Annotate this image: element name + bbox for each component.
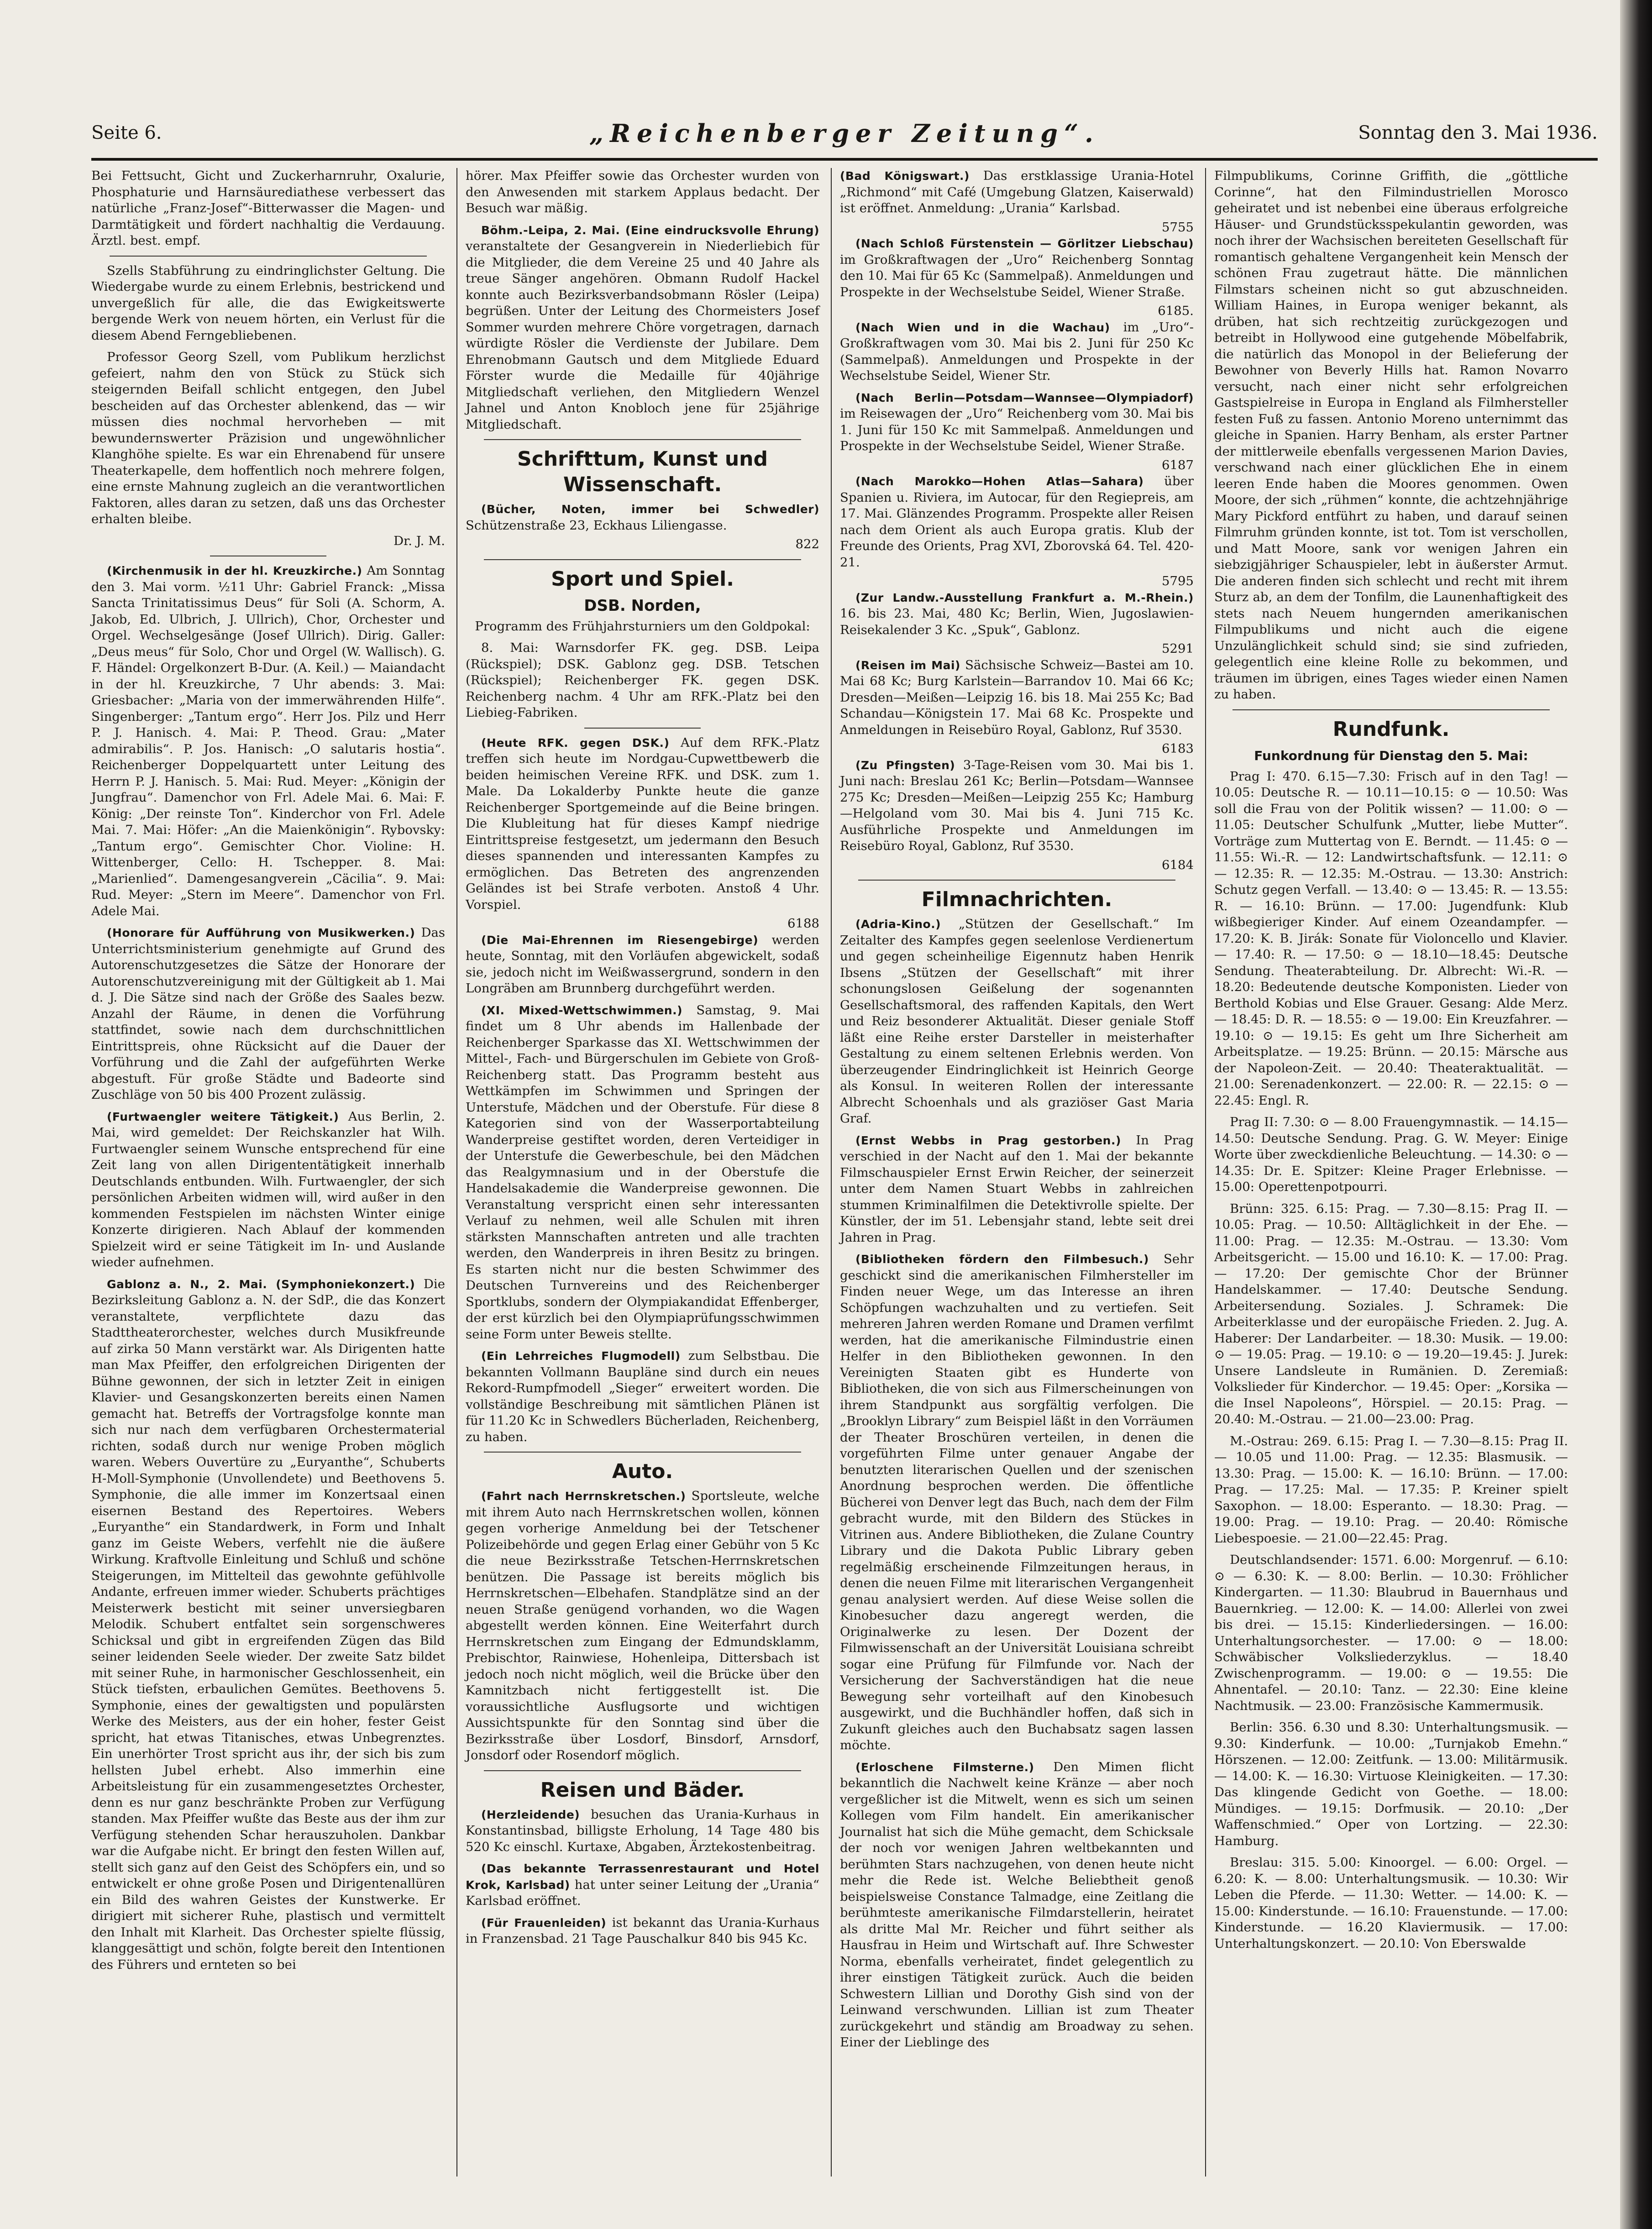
item-heading: (Nach Wien und in die Wachau) (855, 320, 1110, 334)
section-heading-sport: Sport und Spiel. (551, 567, 734, 591)
item-heading: (Furtwaengler weitere Tätigkeit.) (107, 1110, 339, 1123)
item-heading: Böhm.-Leipa, 2. Mai. (Eine eindrucksvolle Ehrung) (481, 223, 819, 237)
news-item (91, 1276, 445, 1973)
radio-station-listing: Deutschlandsender: 1571. 6.00: Morgenruf. — 6.10: ⊙ — 6.30: K. — 8.00: Berlin. — 10.30: Fröhlicher Kindergarten. — 11.30: Blaubrud in Bauernhaus und Bauernkrieg. — 12.00: K. — 14.00: Allerlei von zwei bis drei. — 15.15: Kinderliedersingen. — 16.00: Unterhaltungsorchester. — 17.00: ⊙ — 18.00: Schwäbischer Volksliederzyklus. — 18.40 Zwischenprogramm. — 19.00: ⊙ — 19.55: Die Ahnentafel. — 20.10: Tanz. — 22.30: Eine kleine Nachtmusik. — 23.00: Französische Kammermusik. (1214, 1552, 1568, 1713)
item-text: besuchen das Urania-Kurhaus in Konstantinsbad, billigste Erholung, 14 Tage 480 bis 520 Kc einschl. Kurtaxe, Abgaben, Ärztekostenbeitrag. (466, 1807, 819, 1854)
item-text: 16. bis 23. Mai, 480 Kc; Berlin, Wien, Jugoslawien-Reisekalender 3 Kc. „Spuk“, Gablonz. (840, 606, 1194, 637)
radio-station-listing: Brünn: 325. 6.15: Prag. — 7.30—8.15: Prag II. — 10.05: Prag. — 10.50: Alltäglichkeit in der Ehe. — 11.00: Prag. — 12.35: M.-Ostrau. — 13.30: Vom Arbeitsgericht. — 15.00 und 16.10: K. — 17.00: Prag. — 17.20: Der gemischte Chor der Brünner Handelskammer. — 17.40: Deutsche Sendung. Arbeitersendung. Soziales. J. Schramek: Die Arbeiterklasse und der europäische Frieden. 2. Jug. A. Haberer: Der Landarbeiter. — 18.30: Musik. — 19.00: ⊙ — 19.05: Prag. — 19.10: ⊙ — 19.20—19.45: J. Jurek: Unsere Landsleute in Rumänien. D. Zeremiaß: Volkslieder für Kinderchor. — 19.45: Oper: „Korsika — die Insel Napoleons“, Hörspiel. — 20.15: Prag. — 20.40: M.-Ostrau. — 21.00—23.00: Prag. (1214, 1201, 1568, 1427)
item-text: Aus Berlin, 2. Mai, wird gemeldet: Der Reichskanzler hat Wilh. Furtwaengler seinem Wunsche entsprechend für eine Zeit lang von allen Dirigententätigkeit innerhalb Deutschlands entbunden. Wilh. Furtwaengler, der sich persönlichen Arbeiten widmen will, wird außer in den kommenden Festspielen im nächsten Winter einige Konzerte dirigieren. Nach Ablauf der kommenden Spielzeit wird er seine Tätigkeit im In- und Auslande wieder aufnehmen. (91, 1109, 446, 1269)
item-text: Sächsische Schweiz—Bastei am 10. Mai 68 Kc; Burg Karlstein—Barrandov 10. Mai 66 Kc; Dresden—Meißen—Leipzig 16. bis 18. Mai 255 Kc; Bad Schandau—Königstein 17. Mai 68 Kc. Prospekte und Anmeldungen in Reisebüro Royal, Gablonz, Ruf 3530. (840, 657, 1194, 737)
item-heading: (Reisen im Mai) (855, 658, 960, 672)
section-heading-schrifttum: Schrifttum, Kunst und Wissenschaft. (517, 447, 768, 496)
item-text: In Prag verschied in der Nacht auf den 1. Mai der bekannte Filmschauspieler Ernst Erwin Reicher, der seinerzeit unter dem Namen Stuart Webbs in zahlreichen stummen Kriminalfilmen die Detektivrolle spielte. Der Künstler, der im 51. Lebensjahr stand, lebte seit drei Jahren in Prag. (840, 1133, 1194, 1245)
news-item (91, 563, 445, 919)
news-item (840, 757, 1194, 855)
ad-text: Bei Fettsucht, Gicht und Zuckerharnruhr, Oxalurie, Phosphaturie und Harnsäurediathese verbessert das natürliche „Franz-Josef“-Bitterwasser die Magen- und Darmtätigkeit und fördert nachhaltig die Verdauung. Ärztl. best. empf. (91, 168, 445, 248)
issue-date: Sonntag den 3. Mai 1936. (1358, 122, 1598, 143)
item-heading: (Zu Pfingsten) (855, 758, 955, 772)
program-intro: Programm des Frühjahrsturniers um den Goldpokal: (475, 619, 810, 634)
news-item (466, 1488, 819, 1764)
ad-number: 5755 (1162, 220, 1194, 235)
item-text: Sehr geschickt sind die amerikanischen Filmhersteller im Finden neuer Wege, um das Interesse an ihren Schöpfungen wachzuhalten und zu vertiefen. Seit mehreren Jahren werden Romane und Dramen verfilmt werden, hat die amerikanische Filmindustrie einen Helfer in den Bibliotheken gewonnen. In den Vereinigten Staaten gibt es Hunderte von Bibliotheken, die von sich aus Filmerscheinungen von ihrem Standpunkt aus sorgfältig verfolgen. Die „Brooklyn Library“ zum Beispiel läßt in den Vorräumen der Theater Broschüren verteilen, in denen die vorgeführten Filme unter genauer Angabe der benutzten literarischen Quellen und der szenischen Anordnung besprochen werden. Die öffentliche Bücherei von Denver legt das Buch, nach dem der Film gebracht wurde, mit den Bildern des Stückes in Vitrinen aus. Andere Bibliotheken, die Zulane Country Library und die Dakota Public Library geben regelmäßig erscheinende Filmzeitungen heraus, in denen die neuen Filme mit literarischen Vergangenheit genau analysiert werden. Auf diese Weise sollen die Kinobesucher dazu angeregt werden, die Originalwerke zu lesen. Der Dozent der Filmwissenschaft an der Universität Louisiana schreibt sogar eine Prüfung für Filmfunde vor. Nach der Versicherung der Sachverständigen hat die neue Bewegung sehr vorteilhaft auf den Kinobesuch ausgewirkt, und die Buchhändler hoffen, daß sich in Zukunft gleiches auch den Buchabsatz sagen lassen möchte. (840, 1252, 1194, 1752)
item-text: Schützenstraße 23, Eckhaus Liliengasse. (466, 518, 727, 533)
item-text: Sportsleute, welche mit ihrem Auto nach Herrnskretschen wollen, können gegen vorherige Anmeldung bei der Tetschener Polizeibehörde und gegen Erlag einer Gebühr von 5 Kc die neue Bezirksstraße Tetschen-Herrnskretschen benützen. Die Passage ist bereits möglich bis Herrnskretschen—Elbehafen. Standplätze sind an der neuen Straße genügend vorhanden, wo die Wagen abgestellt werden können. Eine Weiterfahrt durch Herrnskretschen zum Eingang der Edmundsklamm, Prebischtor, Rainwiese, Hohenleipa, Dittersbach ist jedoch noch nicht möglich, weil die Brücke über den Kamnitzbach nicht fertiggestellt ist. Die voraussichtliche Ausflugsorte und wichtigen Aussichtspunkte für den Sonntag sind über die Bezirksstraße über Losdorf, Binsdorf, Arnsdorf, Jonsdorf oder Rosendorf möglich. (466, 1489, 819, 1762)
news-item (466, 501, 819, 534)
radio-schedule-heading: Funkordnung für Dienstag den 5. Mai: (1254, 748, 1528, 763)
news-item (466, 1861, 819, 1909)
item-text: ist bekannt das Urania-Kurhaus in Franzensbad. 21 Tage Pauschalkur 840 bis 945 Kc. (466, 1915, 819, 1946)
item-text: im Reisewagen der „Uro“ Reichenberg vom 30. Mai bis 1. Juni für 150 Kc mit Sammelpaß. Anmeldungen und Prospekte in der Wechselstube Seidel, Wiener Straße. (840, 406, 1194, 453)
item-heading: (Nach Marokko—Hohen Atlas—Sahara) (855, 475, 1144, 488)
item-text: im „Uro“-Großkraftwagen vom 30. Mai bis 2. Juni für 250 Kc (Sammelpaß). Anmeldungen und Prospekte in der Wechselstube Seidel, Wiener Str. (840, 320, 1194, 383)
ad-number: 6187 (1162, 457, 1194, 472)
news-item (466, 1807, 819, 1856)
item-text: „Stützen der Gesellschaft.“ Im Zeitalter des Kampfes gegen seelenlose Verdienertum und gegen scheinheilige Eigennutz haben Henrik Ibsens „Stützen der Gesellschaft“ mit ihrer schonungslosen Geißelung der sogenannten Gesellschaftsmoral, des raffenden Kapitals, den Wert und Reiz besonderer Aktualität. Dieser geniale Stoff läßt eine Reihe erster Darsteller in meisterhafter Gestaltung zu einem seltenen Erlebnis werden. Von überzeugender Eindringlichkeit ist Heinrich George als Konsul. In weiteren Rollen der interessante Albrecht Schoenhals und als graziöser Gast Maria Graf. (840, 917, 1194, 1126)
item-heading: (Bücher, Noten, immer bei Schwedler) (481, 503, 819, 516)
section-heading-reisen: Reisen und Bäder. (540, 1778, 745, 1802)
column-3 (840, 168, 1194, 2056)
news-item (840, 168, 1194, 217)
news-item (840, 1759, 1194, 2051)
news-item (466, 1915, 819, 1947)
ad-number: 6183 (1162, 741, 1194, 756)
divider (484, 1770, 801, 1771)
column-rule (456, 168, 457, 2177)
item-heading: (Das bekannte Terrassenrestaurant und Hotel Krok, Karlsbad) (466, 1862, 819, 1892)
item-heading: (Nach Schloß Fürstenstein — Görlitzer Liebschau) (855, 237, 1194, 250)
item-text: im Großkraftwagen der „Uro“ Reichenberg Sonntag den 10. Mai für 65 Kc (Sammelpaß). Anmeldungen und Prospekte in der Wechselstube Seidel, Wiener Straße. (840, 252, 1194, 299)
item-text: Die Bezirksleitung Gablonz a. N. der SdP., die das Konzert veranstaltete, verpflichtete dazu das Stadttheaterorchester, welches durch Musikfreunde auf zirka 50 Mann verstärkt war. Als Dirigenten hatte man Max Pfeiffer, den erfolgreichen Dirigenten der Bühne gewonnen, der sich in letzter Zeit in einigen Klavier- und Gesangskonzerten bereits einen Namen gemacht hat. Betreffs der Vortragsfolge konnte man sich nur nach dem verfügbaren Orchestermaterial richten, sodaß durch nur wenige Proben möglich waren. Webers Ouvertüre zu „Euryanthe“, Schuberts H-Moll-Symphonie (Unvollendete) und Beethovens 5. Symphonie, die alle immer im Konzertsaal einen eisernen Bestand des Repertoires. Webers „Euryanthe“ ein Standardwerk, in Form und Inhalt ganz im Geiste Webers, verfehlt nie die äußere Wirkung. Kraftvolle Einleitung und Schluß und schöne Steigerungen, im Mittelteil das gewohnte gefühlvolle Andante, erfreuen immer wieder. Schuberts prächtiges Meisterwerk besticht mit seiner unversiegbaren Melodik. Schubert entfaltet sein sorgenschweres Schicksal und gibt in ergreifenden Zügen das Bild seiner leidenden Seele wieder. Der zweite Satz bildet mit seiner Ruhe, in harmonischer Geschlossenheit, ein Stück tiefsten, erbaulichen Gemütes. Beethovens 5. Symphonie, eines der gewaltigsten und populärsten Werke des Meisters, aus der ein hoher, fester Geist spricht, hat etwas Titanisches, etwas Unbegrenztes. Ein unerhörter Trost spricht aus ihr, der sich bis zum hellsten Jubel erhebt. Also immerhin eine Arbeitsleistung für ein zusammengesetztes Orchester, denn es nur ganz beschränkte Proben zur Verfügung standen. Max Pfeiffer wußte das Beste aus der ihm zur Verfügung stehenden Schar herauszuholen. Dankbar war die Aufgabe nicht. Er bringt den festen Willen auf, stellt sich ganz auf den Geist des Schöpfers ein, und so entwickelt er ohne große Posen und Dirigentenallüren ein Bild des wahren Geistes der Kunstwerke. Er dirigiert mit sicherer Ruhe, plastisch und vermittelt den Inhalt mit Klarheit. Das Orchester spielte flüssig, klanggesättigt und schön, folgte bereit den Intentionen des Führers und ernteten so bei (91, 1276, 445, 1972)
section-heading-film: Filmnachrichten. (921, 888, 1112, 911)
item-text: über Spanien u. Riviera, im Autocar, für den Regiepreis, am 17. Mai. Glänzendes Programm. Prospekte aller Reisen nach dem Orient als auch Europa gratis. Klub der Freunde des Orients, Prag XVI, Zborovská 64. Tel. 420-21. (840, 474, 1194, 570)
item-text: Auf dem RFK.-Platz treffen sich heute im Nordgau-Cupwettbewerb die beiden heimischen Vereine RFK. und DSK. zum 1. Male. Da Lokalderby Punkte heute die ganze Reichenberger Sportgemeinde auf die Beine bringen. Die Klubleitung hat für dieses Kampf niedrige Eintrittspreise festgesetzt, um jedermann den Besuch dieses spannenden und interessanten Kampfes zu ermöglichen. Das Betreten des angrenzenden Geländes ist bei Strafe verboten. Anstoß 4 Uhr. Vorspiel. (466, 735, 819, 912)
divider (858, 880, 1175, 881)
news-item (840, 390, 1194, 455)
ad-number: 6185. (1158, 304, 1194, 318)
news-item (840, 657, 1194, 739)
divider (1232, 709, 1550, 710)
news-item (466, 735, 819, 913)
news-item (91, 1109, 445, 1271)
section-heading-rundfunk: Rundfunk. (1332, 717, 1450, 741)
news-item (466, 932, 819, 997)
item-heading: (Die Mai-Ehrennen im Riesengebirge) (481, 933, 759, 947)
item-text: werden heute, Sonntag, mit den Vorläufen abgewickelt, sodaß sie, jedoch nicht im Weißwassergrund, sondern in den Longräben am Brunnberg durchgeführt werden. (466, 932, 819, 996)
news-item (840, 590, 1194, 639)
radio-station-listing: M.-Ostrau: 269. 6.15: Prag I. — 7.30—8.15: Prag II. — 10.05 und 11.00: Prag. — 12.35: Blasmusik. — 13.30: Prag. — 15.00: K. — 16.10: Brünn. — 17.00: Prag. — 17.25: Mal. — 17.35: P. Kreiner spielt Saxophon. — 18.00: Esperanto. — 18.30: Prag. — 19.00: Prag. — 19.10: Prag. — 20.40: Römische Liebespoesie. — 21.00—22.45: Prag. (1214, 1433, 1568, 1546)
item-text: zum Selbstbau. Die bekannten Vollmann Baupläne sind durch ein neues Rekord-Rumpfmodell „Sieger“ erweitert worden. Die vollständige Beschreibung mit sämtlichen Plänen ist für 11.20 Kc in Schwedlers Bücherladen, Reichenberg, zu haben. (466, 1348, 819, 1444)
item-text: 3-Tage-Reisen vom 30. Mai bis 1. Juni nach: Breslau 261 Kc; Berlin—Potsdam—Wannsee 275 Kc; Dresden—Meißen—Leipzig 255 Kc; Hamburg—Helgoland vom 30. Mai bis 4. Juni 715 Kc. Ausführliche Prospekte und Anmeldungen im Reisebüro Royal, Gablonz, Ruf 3530. (840, 757, 1194, 853)
item-text: hat unter seiner Leitung der „Urania“ Karlsbad eröffnet. (466, 1877, 819, 1908)
scan-border (1620, 0, 1652, 2229)
news-item (840, 916, 1194, 1127)
radio-station-listing: Prag I: 470. 6.15—7.30: Frisch auf in den Tag! — 10.05: Deutsche R. — 10.11—10.15: ⊙ — 10.50: Was soll die Frau von der Politik wissen? — 11.00: ⊙ — 11.05: Deutscher Schulfunk „Mutter, liebe Mutter“. Vorträge zum Muttertag von E. Berndt. — 11.45: ⊙ — 11.55: Wi.-R. — 12: Landwirtschaftsfunk. — 12.11: ⊙ — 12.35: R. — 12.35: M.-Ostrau. — 13.30: Anstrich: Schutz gegen Verfall. — 13.40: ⊙ — 13.45: R. — 13.55: R. — 16.10: Brünn. — 17.00: Jugendfunk: Klub wißbegieriger Kinder. Auf einem Ozeandampfer. — 17.20: K. B. Jirák: Sonate für Violoncello und Klavier. — 17.40: R. — 17.50: ⊙ — 18.10—18.45: Deutsche Sendung. Theaterabteilung. Dr. Albrecht: Wi.-R. — 18.20: Bedeutende deutsche Komponisten. Lieder von Berthold Kobias und Else Grauer. Gesang: Alde Merz. — 18.45: D. R. — 18.55: ⊙ — 19.00: Ein Kreuzfahrer. — 19.10: ⊙ — 19.15: Es geht um Ihre Sicherheit am Arbeitsplatze. — 19.25: Brünn. — 20.15: Märsche aus der Napoleon-Zeit. — 20.40: Theateraktualität. — 21.00: Serenadenkonzert. — 22.00: R. — 22.15: ⊙ — 22.45: Engl. R. (1214, 769, 1568, 1108)
item-text: Das Unterrichtsministerium genehmigte auf Grund des Autorenschutzgesetzes die Sätze der Honorare der Autorenschutzvereinigung mit der Gültigkeit ab 1. Mai d. J. Die Sätze sind nach der Größe des Saales bezw. Anzahl der Räume, in denen die Vorführung stattfindet, sowie nach dem durchschnittlichen Eintrittspreis, ohne Rücksicht auf die Dauer der Vorführung und die Zahl der aufgeführten Werke abgestuft. Für große Städte und Badeorte sind Zuschläge von 50 bis 400 Prozent zulässig. (91, 925, 445, 1102)
item-heading: (Erloschene Filmsterne.) (855, 1760, 1034, 1774)
ad-number: 6188 (787, 916, 819, 931)
page-header (91, 119, 1598, 163)
item-heading: (Kirchenmusik in der hl. Kreuzkirche.) (107, 564, 362, 577)
column-rule (1205, 168, 1206, 2177)
page-number: Seite 6. (91, 122, 162, 143)
item-text: Am Sonntag den 3. Mai vorm. ½11 Uhr: Gabriel Franck: „Missa Sancta Trinitatissimus Deus“ für Soli (A. Schorm, A. Jakob, Ed. Ulbrich, J. Ullrich), Chor, Orchester und Orgel. Wechselgesänge (Josef Ullrich). Dirig. Galler: „Deus meus“ für Solo, Chor und Orgel (W. Wallisch). G. F. Händel: Orgelkonzert B-Dur. (A. Keil.) — Maiandacht in der hl. Kreuzkirche, 7 Uhr abends: 3. Mai: Griesbacher: „Maria von der immerwährenden Hilfe“. Singenberger: „Tantum ergo“. Herr Jos. Pilz und Herr P. J. Hanisch. 4. Mai: P. Theod. Grau: „Mater admirabilis“. P. Jos. Hanisch: „O salutaris hostia“. Reichenberger Doppelquartett unter Leitung des Herrn P. J. Hanisch. 5. Mai: Rud. Meyer: „Königin der Jungfrau“. Damenchor von Frl. Adele Mai. 6. Mai: F. König: „Der reinste Ton“. Kinderchor von Frl. Adele Mai. 7. Mai: Höfer: „An die Maienkönigin“. Rybovsky: „Tantum ergo“. Gemischter Chor. Violine: H. Wittenberger, Cello: H. Tschepper. 8. Mai: „Marienlied“. Damengesangverein „Cäcilia“. 9. Mai: Rud. Meyer: „Stern im Meere“. Damenchor von Frl. Adele Mai. (91, 563, 445, 918)
column-2 (466, 168, 819, 1953)
divider (484, 559, 801, 560)
ad-number: 5795 (1162, 574, 1194, 588)
item-heading: (Bad Königswart.) (840, 169, 970, 183)
subheading-dsb: DSB. Norden, (584, 596, 701, 615)
article-paragraph: Szells Stabführung zu eindringlichster Geltung. Die Wiedergabe wurde zu einem Erlebnis, bestrickend und unvergeßlich für alle, die das Ewigkeitswerte bergende Werk von neuem hörten, ein Verlust für die diesem Abend Ferngebliebenen. (91, 263, 445, 343)
news-item (840, 320, 1194, 384)
article-paragraph: hörer. Max Pfeiffer sowie das Orchester wurden von den Anwesenden mit starkem Applaus bedacht. Der Besuch war mäßig. (466, 168, 819, 215)
radio-station-listing: Breslau: 315. 5.00: Kinoorgel. — 6.00: Orgel. — 6.20: K. — 8.00: Unterhaltungsmusik. — 10.30: Wir Leben die Pferde. — 11.30: Wetter. — 14.00: K. — 15.00: Kinderstunde. — 16.10: Frauenstunde. — 17.00: Kinderstunde. — 16.20 Klaviermusik. — 17.00: Unterhaltungskonzert. — 20.10: Von Eberswalde (1214, 1855, 1568, 1951)
ad-number: 5291 (1162, 641, 1194, 656)
news-item (840, 473, 1194, 571)
article-paragraph: Filmpublikums, Corinne Griffith, die „göttliche Corinne“, hat den Filmindustriellen Morosco geheiratet und ist nebenbei eine überaus erfolgreiche Häuser- und Grundstücksspekulantin geworden, was noch ihrer der Wachsischen bereiteten Gesellschaft für romantisch gehaltene Vergangenheit kein Mensch der schönen Frau zugetraut hätte. Die männlichen Filmstars scheinen nicht so gut abzuschneiden. William Haines, in Europa weniger bekannt, als drüben, hat sich rechtzeitig zurückgezogen und betreibt in Hollywood eine gutgehende Möbelfabrik, die natürlich das Monopol in der Belieferung der Bewohner von Beverly Hills hat. Ramon Novarro versucht, nach einer nicht sehr erfolgreichen Gastspielreise in Europa in England als Filmhersteller festen Fuß zu fassen. Antonio Moreno unternimmt das gleiche in Spanien. Harry Benham, als erster Partner der mittlerweile ebenfalls vergessenen Marion Davies, verschwand nach einer glücklichen Ehe in einem leeren Ende haben die Moores genommen. Owen Moore, der sich „rühmen“ konnte, die achtzehnjährige Mary Pickford entführt zu haben, und darauf seinen Filmruhm gründen konnte, ist tot. Tom ist verschollen, und Matt Moore, sank vor wenigen Jahren ein siebzigjähriger Schauspieler, lebt in äußerster Armut. Die anderen finden sich schlecht und recht mit ihrem Sturz ab, an dem der Tonfilm, die Launenhaftigkeit des stets nach Neuem hungernden amerikanischen Filmpublikums und nicht auch die eigene Unzulänglichkeit schuld sind; sie sind zufrieden, gelegentlich eine kleine Rolle zu bekommen, und träumen im übrigen, eines Tages wieder einen Namen zu haben. (1214, 168, 1568, 702)
ad-franz-josef (91, 168, 445, 249)
column-4 (1214, 168, 1568, 1957)
column-1 (91, 168, 445, 1978)
news-item (840, 1251, 1194, 1754)
item-heading: (Honorare für Aufführung von Musikwerken.) (107, 926, 415, 939)
radio-station-listing: Prag II: 7.30: ⊙ — 8.00 Frauengymnastik. — 14.15—14.50: Deutsche Sendung. Prag. G. W. Meyer: Einige Worte über zweckdienliche Beleuchtung. — 14.30: ⊙ — 14.35: Dr. E. Spitzer: Kleine Prager Erlebnisse. — 15.00: Operettenpotpourri. (1214, 1115, 1568, 1194)
program-text: 8. Mai: Warnsdorfer FK. geg. DSB. Leipa (Rückspiel); DSK. Gablonz geg. DSB. Tetschen (Rückspiel); Reichenberger FK. gegen DSK. Reichenberg nachm. 4 Uhr am RFK.-Platz bei den Liebieg-Fabriken. (466, 640, 819, 720)
news-item (466, 222, 819, 433)
item-heading: (Zur Landw.-Ausstellung Frankfurt a. M.-Rhein.) (855, 591, 1194, 604)
news-item (466, 1002, 819, 1343)
news-item (91, 925, 445, 1103)
item-heading: (Nach Berlin—Potsdam—Wannsee—Olympiadorf) (855, 391, 1194, 404)
ad-number: 6184 (1162, 857, 1194, 872)
item-heading: (Ein Lehrreiches Flugmodell) (481, 1349, 681, 1363)
item-text: Samstag, 9. Mai findet um 8 Uhr abends im Hallenbade der Reichenberger Sparkasse das XI. Wettschwimmen der Mittel-, Fach- und Bürgerschulen im Gebiete von Groß-Reichenberg statt. Das Programm besteht aus Wettkämpfen im Schwimmen und Springen der Unterstufe, Mädchen und der Oberstufe. Für diese 8 Kategorien sind von der Wasserportabteilung Wanderpreise gestiftet worden, deren Verteidiger in der Unterstufe die Gewerbeschule, bei den Mädchen das Realgymnasium und in der Oberstufe die Handelsakademie die Wanderpreise gewonnen. Die Veranstaltung verspricht einen sehr interessanten Verlauf zu nehmen, weil alle Schulen mit ihren stärksten Mannschaften antreten und alle trachten werden, den Wanderpreis in ihren Besitz zu bringen. Es starten nicht nur die besten Schwimmer des Deutschen Turnvereins und des Reichenberger Sportklubs, sondern der Olympiakandidat Effenberger, der erst kürzlich bei den Olympiaprüfungsschwimmen seine Form unter Beweis stellte. (466, 1002, 819, 1342)
item-text: Das erstklassige Urania-Hotel „Richmond“ mit Café (Umgebung Glatzen, Kaiserwald) ist eröffnet. Anmeldung: „Urania“ Karlsbad. (840, 168, 1194, 215)
divider (484, 1452, 801, 1453)
author-signoff: Dr. J. M. (393, 533, 445, 548)
article-paragraph: Professor Georg Szell, vom Publikum herzlichst gefeiert, nahm den von Stück zu Stück sich steigernden Beifall schlicht entgegen, den Jubel bescheiden auf das Orchester ablenkend, das — wir müssen dies nochmal hervorheben — mit bewundernswerter Präzision und ungewöhnlicher Klanghöhe spielte. Es war ein Ehrenabend für unsere Theaterkapelle, dem hoffentlich noch mehrere folgen, eine ernste Mahnung zugleich an die verantwortlichen Faktoren, alles daran zu setzen, daß uns das Orchester erhalten bleibe. (91, 350, 445, 526)
ad-number: 822 (795, 537, 819, 551)
item-heading: (Adria-Kino.) (855, 918, 941, 931)
newspaper-title: „Reichenberger Zeitung“. (589, 119, 1100, 148)
section-heading-auto: Auto. (612, 1460, 673, 1483)
news-item (840, 1133, 1194, 1246)
column-rule (831, 168, 832, 2177)
item-heading: (Heute RFK. gegen DSK.) (481, 736, 670, 750)
item-heading: (Fahrt nach Herrnskretschen.) (481, 1489, 686, 1503)
radio-station-listing: Berlin: 356. 6.30 und 8.30: Unterhaltungsmusik. — 9.30: Kinderfunk. — 10.00: „Turnjakob Emehn.“ Hörszenen. — 12.00: Zeitfunk. — 13.00: Militärmusik. — 14.00: K. — 16.30: Virtuose Kleinigkeiten. — 17.30: Das klingende Gedicht von Goethe. — 18.00: Mündiges. — 19.15: Dorfmusik. — 20.10: „Der Waffenschmied.“ Oper von Lortzing. — 22.30: Hamburg. (1214, 1720, 1568, 1848)
item-heading: (Bibliotheken fördern den Filmbesuch.) (855, 1253, 1149, 1266)
divider (110, 256, 427, 257)
divider (584, 728, 701, 729)
item-heading: (Herzleidende) (481, 1808, 580, 1821)
divider (484, 439, 801, 440)
news-item (840, 236, 1194, 300)
item-text: Den Mimen flicht bekanntlich die Nachwelt keine Kränze — aber noch vergeßlicher ist die Mitwelt, wenn es sich um seinen Kollegen vom Film handelt. Ein amerikanischer Journalist hat sich die Mühe gemacht, dem Schicksale der noch vor wenigen Jahren weltbekannten und berühmten Stars nachzugehen, von denen heute nicht mehr die Rede ist. Welche Beliebtheit genoß beispielsweise Constance Talmadge, eine Zeitlang die berühmteste amerikanische Filmdarstellerin, heiratet als dritte Mal Mr. Reicher und führt seither als Hausfrau in Heim und Wirtschaft auf. Ihre Schwester Norma, ebenfalls verheiratet, findet gelegentlich zu ihrer einstigen Tätigkeit zurück. Auch die beiden Schwestern Lillian und Dorothy Gish sind von der Leinwand verschwunden. Lillian ist zum Theater zurückgekehrt und ständig am Broadway zu sehen. Einer der Lieblinge des (840, 1759, 1194, 2050)
item-heading: (Für Frauenleiden) (481, 1916, 607, 1930)
item-text: veranstaltete der Gesangverein in Niederliebich für die Mitglieder, die dem Vereine 25 und 40 Jahre als treue Sänger angehören. Obmann Rudolf Hackel konnte auch Bezirksverbandsobmann Rösler (Leipa) begrüßen. Unter der Leitung des Chormeisters Josef Sommer wurden mehrere Chöre vorgetragen, darnach würdigte Rösler die Verdienste der Jubilare. Dem Ehrenobmann Gautsch und dem Mitgliede Eduard Förster wurde die Medaille für 40jährige Mitgliedschaft verliehen, den Mitgliedern Wenzel Jahnel und Anton Knobloch jene für 25jährige Mitgliedschaft. (466, 239, 819, 432)
item-heading: (Ernst Webbs in Prag gestorben.) (855, 1133, 1121, 1147)
item-heading: Gablonz a. N., 2. Mai. (Symphoniekonzert.) (107, 1277, 415, 1291)
header-rule (91, 158, 1598, 161)
news-item (466, 1348, 819, 1445)
item-heading: (XI. Mixed-Wettschwimmen.) (481, 1003, 683, 1017)
